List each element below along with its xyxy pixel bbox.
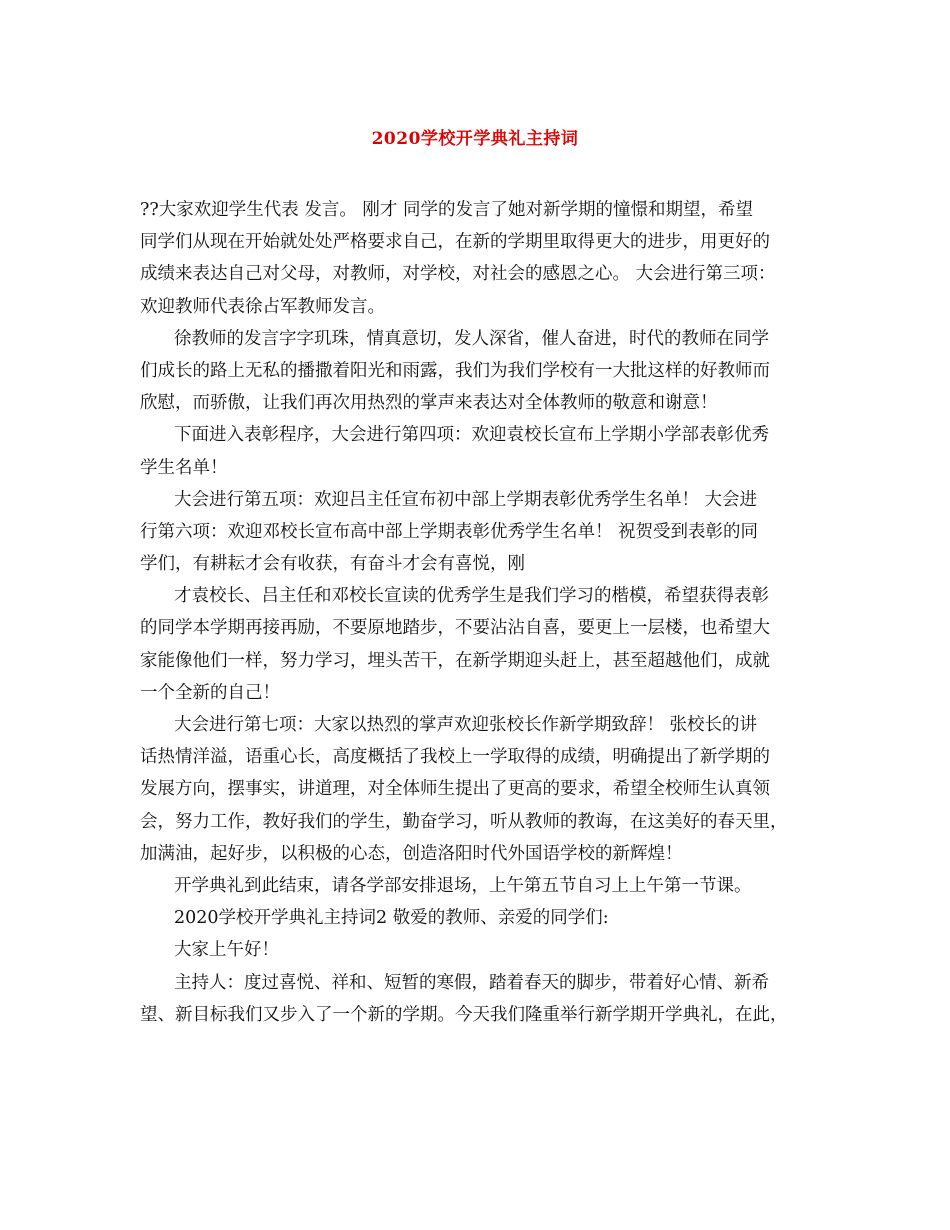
text-line: 同学们从现在开始就处处严格要求自己，在新的学期里取得更大的进步，用更好的 (140, 232, 770, 253)
text-line: 学生名单！ (140, 457, 228, 478)
text-line: 学们，有耕耘才会有收获，有奋斗才会有喜悦，刚 (140, 554, 525, 575)
text-line: 成绩来表达自己对父母，对教师，对学校，对社会的感恩之心。 大会进行第三项： (140, 264, 776, 285)
text-line: 主持人：度过喜悦、祥和、短暂的寒假，踏着春天的脚步，带着好心情、新希 (174, 972, 769, 993)
text-line: ??大家欢迎学生代表 发言。 刚才 同学的发言了她对新学期的憧憬和期望，希望 (140, 200, 753, 220)
document-body (140, 194, 830, 1031)
text-line: 大会进行第七项：大家以热烈的掌声欢迎张校长作新学期致辞！ 张校长的讲 (174, 715, 758, 735)
text-line: 才袁校长、吕主任和邓校长宣读的优秀学生是我们学习的楷模，希望获得表彰 (174, 586, 769, 607)
text-line: 会，努力工作，教好我们的学生，勤奋学习，听从教师的教诲，在这美好的春天里， (140, 811, 788, 832)
text-line: 开学典礼到此结束，请各学部安排退场，上午第五节自习上上午第一节课。 (174, 875, 752, 896)
text-line: 望、新目标我们又步入了一个新的学期。今天我们隆重举行新学期开学典礼，在此， (140, 1004, 788, 1025)
text-line: 的同学本学期再接再励，不要原地踏步，不要沾沾自喜，要更上一层楼，也希望大 (140, 618, 770, 639)
text-line: 们成长的路上无私的播撒着阳光和雨露，我们为我们学校有一大批这样的好教师而 (140, 360, 770, 381)
text-line: 下面进入表彰程序，大会进行第四项：欢迎袁校长宣布上学期小学部表彰优秀 (174, 425, 769, 446)
text-line: 徐教师的发言字字玑珠，情真意切，发人深省，催人奋进，时代的教师在同学 (174, 328, 769, 349)
text-line: 家能像他们一样，努力学习，埋头苦干，在新学期迎头赶上，甚至超越他们，成就 (140, 650, 770, 671)
text-line: 欢迎教师代表徐占军教师发言。 (140, 296, 385, 317)
text-line: 大家上午好！ (174, 940, 279, 961)
document-title: 2020学校开学典礼主持词 (371, 129, 579, 149)
text-line: 2020学校开学典礼主持词2 敬爱的教师、亲爱的同学们: (174, 908, 609, 929)
text-line: 欣慰，而骄傲，让我们再次用热烈的掌声来表达对全体教师的敬意和谢意！ (140, 393, 718, 414)
text-line: 加满油，起好步，以积极的心态，创造洛阳时代外国语学校的新辉煌！ (140, 843, 683, 864)
text-line: 发展方向，摆事实，讲道理，对全体师生提出了更高的要求，希望全校师生认真领 (140, 779, 770, 800)
text-line: 行第六项：欢迎邓校长宣布高中部上学期表彰优秀学生名单！ 祝贺受到表彰的同 (140, 521, 759, 542)
text-line: 大会进行第五项：欢迎吕主任宣布初中部上学期表彰优秀学生名单！ 大会进 (174, 489, 758, 510)
text-line: 话热情洋溢，语重心长，高度概括了我校上一学取得的成绩，明确提出了新学期的 (140, 747, 770, 768)
text-line: 一个全新的自己！ (140, 682, 280, 703)
